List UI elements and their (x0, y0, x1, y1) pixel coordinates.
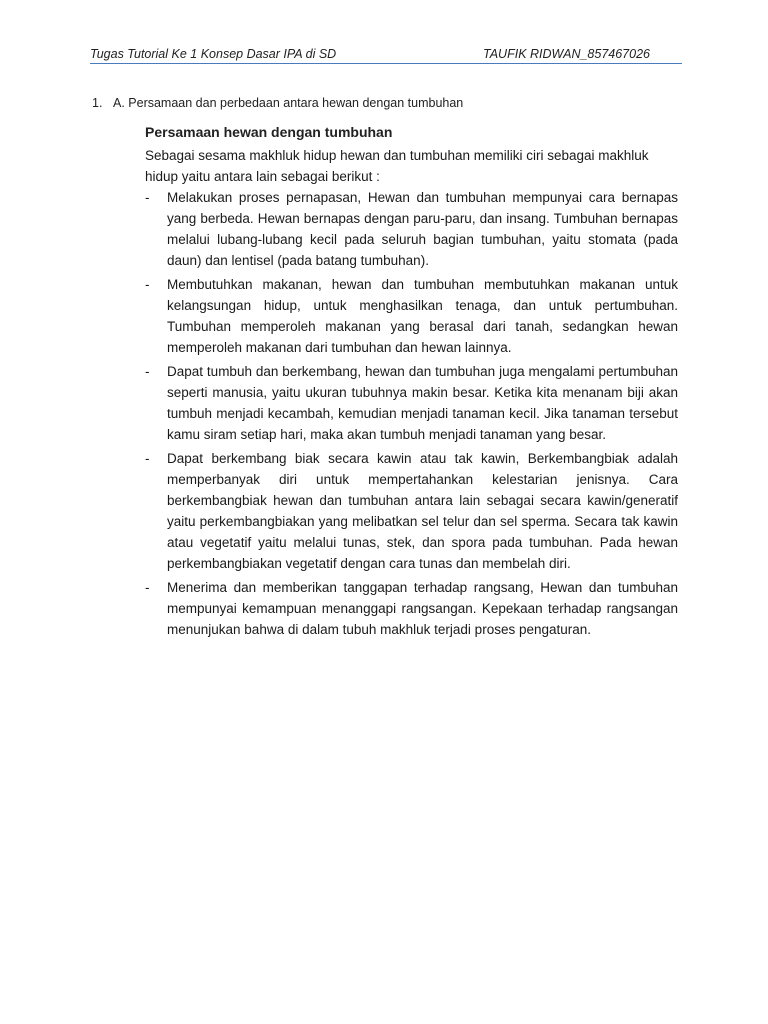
bullet-dash: - (145, 451, 150, 466)
page-header (90, 45, 682, 64)
question-text: A. Persamaan dan perbedaan antara hewan dengan tumbuhan (113, 96, 464, 110)
list-item (145, 361, 678, 445)
list-item-text: Menerima dan memberikan tanggapan terhadap rangsang, Hewan dan tumbuhan mempunyai kemampuan menanggapi rangsangan. Kepekaan terhadap rangsangan menunjukan bahwa di dalam tubuh makhluk terjadi proses pengaturan. (167, 580, 678, 637)
bullet-dash: - (145, 580, 150, 595)
bullet-dash: - (145, 190, 150, 205)
list-item-text: Membutuhkan makanan, hewan dan tumbuhan membutuhkan makanan untuk kelangsungan hidup, untuk menghasilkan tenaga, dan untuk pertumbuhan. Tumbuhan memperoleh makanan yang berasal dari tanah, sedangkan hewan memperoleh makanan dari tumbuhan dan hewan lainnya. (167, 277, 678, 355)
header-author: TAUFIK RIDWAN_857467026 (483, 47, 650, 61)
answer-section (145, 122, 678, 643)
list-item (145, 187, 678, 271)
list-item (145, 448, 678, 574)
list-item-text: Melakukan proses pernapasan, Hewan dan tumbuhan mempunyai cara bernapas yang berbeda. Hewan bernapas dengan paru-paru, dan insang. Tumbuhan bernapas melalui lubang-lubang kecil pada seluruh bagian tumbuhan, yaitu stomata (pada daun) dan lentisel (pada batang tumbuhan). (167, 190, 678, 268)
question-heading (92, 95, 463, 111)
question-number: 1. (92, 96, 103, 110)
list-item-text: Dapat tumbuh dan berkembang, hewan dan tumbuhan juga mengalami pertumbuhan seperti manusia, yaitu ukuran tubuhnya makin besar. Ketika kita menanam biji akan tumbuh menjadi kecambah, kemudian menjadi tanaman kecil. Jika tanaman tersebut kamu siram setiap hari, maka akan tumbuh menjadi tanaman yang besar. (167, 364, 678, 442)
characteristics-list (145, 187, 678, 640)
list-item (145, 274, 678, 358)
header-course-title: Tugas Tutorial Ke 1 Konsep Dasar IPA di SD (90, 47, 337, 61)
bullet-dash: - (145, 364, 150, 379)
list-item-text: Dapat berkembang biak secara kawin atau tak kawin, Berkembangbiak adalah memperbanyak diri untuk mempertahankan kelestarian jenisnya. Cara berkembangbiak hewan dan tumbuhan antara lain sebagai secara kawin/generatif yaitu perkembangbiakan yang melibatkan sel telur dan sel sperma. Secara tak kawin atau vegetatif yaitu melalui tunas, stek, dan spora pada tumbuhan. Pada hewan perkembangbiakan vegetatif dengan cara tunas dan membelah diri. (167, 451, 678, 571)
section-title: Persamaan hewan dengan tumbuhan (145, 124, 393, 140)
section-intro: Sebagai sesama makhluk hidup hewan dan tumbuhan memiliki ciri sebagai makhluk hidup yaitu antara lain sebagai berikut : (145, 148, 649, 184)
list-item (145, 577, 678, 640)
bullet-dash: - (145, 277, 150, 292)
